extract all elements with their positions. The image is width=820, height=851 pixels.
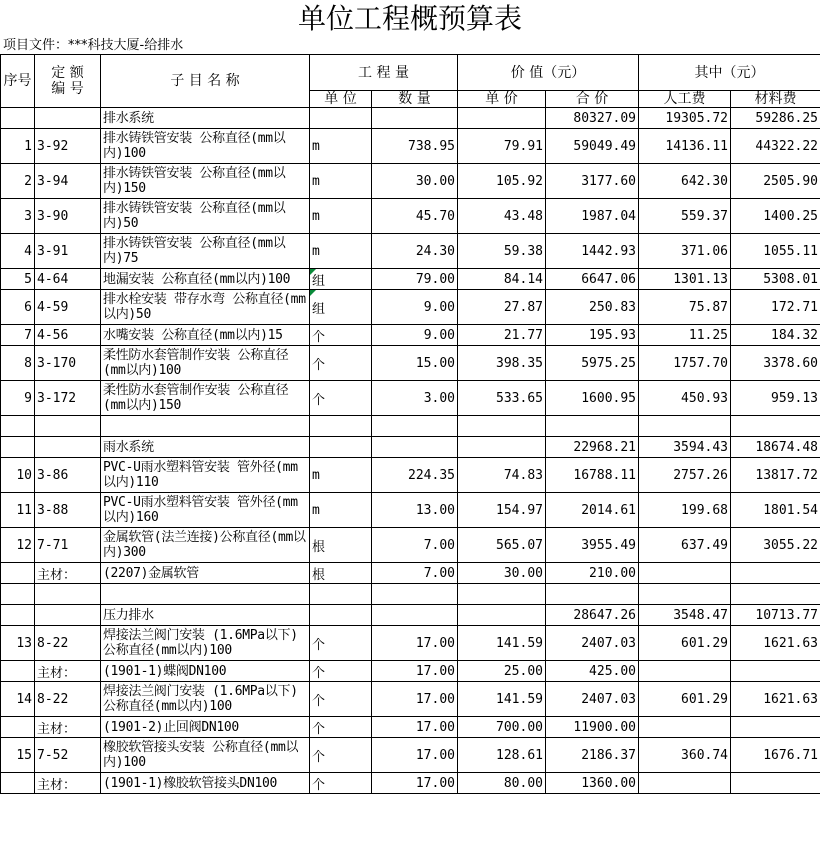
table-row — [1, 493, 820, 528]
name-cell: 排水系统 — [101, 108, 310, 129]
name-cell — [101, 584, 310, 605]
qty-cell: 17.00 — [372, 626, 458, 661]
seq-cell: 14 — [1, 682, 35, 717]
code-cell: 主材： — [35, 661, 101, 682]
material-cell: 1801.54 — [731, 493, 820, 528]
material-cell — [731, 563, 820, 584]
section-row — [1, 437, 820, 458]
labor-cell — [639, 717, 731, 738]
unit-cell: 根 — [310, 563, 372, 584]
unit-price-cell: 43.48 — [458, 199, 546, 234]
table-row — [1, 717, 820, 738]
material-cell — [731, 584, 820, 605]
qty-cell: 17.00 — [372, 738, 458, 773]
header-unit: 单 位 — [310, 91, 372, 108]
unit-price-cell: 84.14 — [458, 269, 546, 290]
name-cell: PVC-U雨水塑料管安装 管外径(mm以内)160 — [101, 493, 310, 528]
total-cell: 59049.49 — [546, 129, 639, 164]
code-cell: 3-90 — [35, 199, 101, 234]
material-cell — [731, 416, 820, 437]
unit-cell: 根 — [310, 528, 372, 563]
code-cell: 3-92 — [35, 129, 101, 164]
qty-cell: 7.00 — [372, 528, 458, 563]
header-seq: 序号 — [1, 55, 35, 108]
name-cell: 排水铸铁管安装 公称直径(mm以内)50 — [101, 199, 310, 234]
code-cell: 3-88 — [35, 493, 101, 528]
labor-cell: 3594.43 — [639, 437, 731, 458]
unit-cell: 个 — [310, 682, 372, 717]
material-cell: 959.13 — [731, 381, 820, 416]
qty-cell: 224.35 — [372, 458, 458, 493]
unit-price-cell: 128.61 — [458, 738, 546, 773]
seq-cell: 7 — [1, 325, 35, 346]
blank-row — [1, 416, 820, 437]
table-row — [1, 164, 820, 199]
name-cell: PVC-U雨水塑料管安装 管外径(mm以内)110 — [101, 458, 310, 493]
qty-cell: 45.70 — [372, 199, 458, 234]
code-cell: 3-170 — [35, 346, 101, 381]
total-cell: 1600.95 — [546, 381, 639, 416]
table-row — [1, 290, 820, 325]
name-cell — [101, 416, 310, 437]
seq-cell: 12 — [1, 528, 35, 563]
total-cell: 425.00 — [546, 661, 639, 682]
material-cell: 1055.11 — [731, 234, 820, 269]
unit-price-cell: 25.00 — [458, 661, 546, 682]
code-cell: 4-64 — [35, 269, 101, 290]
code-cell: 3-91 — [35, 234, 101, 269]
name-cell: 雨水系统 — [101, 437, 310, 458]
material-cell: 13817.72 — [731, 458, 820, 493]
table-row — [1, 626, 820, 661]
page-title: 单位工程概预算表 — [297, 2, 522, 35]
unit-price-cell — [458, 605, 546, 626]
material-cell — [731, 661, 820, 682]
unit-price-cell: 565.07 — [458, 528, 546, 563]
name-cell: (1901-1)橡胶软管接头DN100 — [101, 773, 310, 794]
total-cell: 3955.49 — [546, 528, 639, 563]
code-cell: 7-71 — [35, 528, 101, 563]
material-cell: 1676.71 — [731, 738, 820, 773]
unit-price-cell: 59.38 — [458, 234, 546, 269]
qty-cell: 3.00 — [372, 381, 458, 416]
labor-cell: 1301.13 — [639, 269, 731, 290]
code-cell — [35, 108, 101, 129]
total-cell: 1987.04 — [546, 199, 639, 234]
seq-cell: 13 — [1, 626, 35, 661]
header-total: 合 价 — [546, 91, 639, 108]
material-cell: 1400.25 — [731, 199, 820, 234]
seq-cell — [1, 416, 35, 437]
name-cell: 柔性防水套管制作安装 公称直径(mm以内)100 — [101, 346, 310, 381]
labor-cell: 360.74 — [639, 738, 731, 773]
unit-cell — [310, 416, 372, 437]
code-cell: 3-94 — [35, 164, 101, 199]
qty-cell — [372, 605, 458, 626]
labor-cell: 601.29 — [639, 682, 731, 717]
total-cell: 11900.00 — [546, 717, 639, 738]
unit-cell: 个 — [310, 738, 372, 773]
code-cell: 7-52 — [35, 738, 101, 773]
qty-cell: 15.00 — [372, 346, 458, 381]
total-cell: 2407.03 — [546, 626, 639, 661]
seq-cell: 11 — [1, 493, 35, 528]
seq-cell: 3 — [1, 199, 35, 234]
unit-price-cell: 80.00 — [458, 773, 546, 794]
table-row — [1, 234, 820, 269]
unit-cell: 个 — [310, 346, 372, 381]
seq-cell: 9 — [1, 381, 35, 416]
header-qty: 数 量 — [372, 91, 458, 108]
header-code: 定 额 编 号 — [35, 55, 101, 108]
header-value-group: 价 值（元） — [458, 55, 639, 91]
seq-cell — [1, 717, 35, 738]
labor-cell: 14136.11 — [639, 129, 731, 164]
labor-cell — [639, 416, 731, 437]
seq-cell: 6 — [1, 290, 35, 325]
unit-price-cell: 21.77 — [458, 325, 546, 346]
qty-cell: 30.00 — [372, 164, 458, 199]
unit-cell: m — [310, 234, 372, 269]
material-cell: 3055.22 — [731, 528, 820, 563]
labor-cell — [639, 584, 731, 605]
unit-cell: m — [310, 129, 372, 164]
code-cell: 主材： — [35, 563, 101, 584]
unit-price-cell — [458, 108, 546, 129]
qty-cell — [372, 584, 458, 605]
header-labor: 人工费 — [639, 91, 731, 108]
code-cell: 3-172 — [35, 381, 101, 416]
name-cell: 橡胶软管接头安装 公称直径(mm以内)100 — [101, 738, 310, 773]
total-cell: 210.00 — [546, 563, 639, 584]
total-cell: 3177.60 — [546, 164, 639, 199]
unit-price-cell: 30.00 — [458, 563, 546, 584]
unit-price-cell: 398.35 — [458, 346, 546, 381]
code-cell: 主材： — [35, 773, 101, 794]
labor-cell — [639, 661, 731, 682]
material-cell — [731, 717, 820, 738]
qty-cell: 79.00 — [372, 269, 458, 290]
header-among-group: 其中（元） — [639, 55, 820, 91]
name-cell: 金属软管(法兰连接)公称直径(mm以内)300 — [101, 528, 310, 563]
name-cell: 排水铸铁管安装 公称直径(mm以内)150 — [101, 164, 310, 199]
code-cell — [35, 416, 101, 437]
total-cell: 22968.21 — [546, 437, 639, 458]
name-cell: 水嘴安装 公称直径(mm以内)15 — [101, 325, 310, 346]
name-cell: 柔性防水套管制作安装 公称直径(mm以内)150 — [101, 381, 310, 416]
table-row — [1, 325, 820, 346]
name-cell: 焊接法兰阀门安装 (1.6MPa以下) 公称直径(mm以内)100 — [101, 682, 310, 717]
seq-cell: 2 — [1, 164, 35, 199]
table-row — [1, 381, 820, 416]
seq-cell: 15 — [1, 738, 35, 773]
unit-cell: 个 — [310, 626, 372, 661]
code-cell — [35, 584, 101, 605]
unit-price-cell: 141.59 — [458, 626, 546, 661]
unit-price-cell: 27.87 — [458, 290, 546, 325]
unit-cell — [310, 605, 372, 626]
code-cell: 4-56 — [35, 325, 101, 346]
unit-price-cell — [458, 416, 546, 437]
labor-cell: 75.87 — [639, 290, 731, 325]
labor-cell: 450.93 — [639, 381, 731, 416]
seq-cell: 4 — [1, 234, 35, 269]
table-row — [1, 129, 820, 164]
material-cell: 2505.90 — [731, 164, 820, 199]
unit-price-cell: 74.83 — [458, 458, 546, 493]
total-cell: 250.83 — [546, 290, 639, 325]
table-row — [1, 199, 820, 234]
total-cell: 6647.06 — [546, 269, 639, 290]
labor-cell: 371.06 — [639, 234, 731, 269]
total-cell: 5975.25 — [546, 346, 639, 381]
unit-cell: 组 — [310, 269, 372, 290]
total-cell: 1360.00 — [546, 773, 639, 794]
unit-price-cell: 154.97 — [458, 493, 546, 528]
labor-cell: 1757.70 — [639, 346, 731, 381]
labor-cell: 3548.47 — [639, 605, 731, 626]
table-row — [1, 346, 820, 381]
header-unit-price: 单 价 — [458, 91, 546, 108]
table-row — [1, 661, 820, 682]
labor-cell: 19305.72 — [639, 108, 731, 129]
material-cell: 3378.60 — [731, 346, 820, 381]
material-cell — [731, 773, 820, 794]
unit-price-cell: 141.59 — [458, 682, 546, 717]
name-cell: 排水栓安装 带存水弯 公称直径(mm以内)50 — [101, 290, 310, 325]
seq-cell — [1, 605, 35, 626]
unit-price-cell: 79.91 — [458, 129, 546, 164]
seq-cell — [1, 773, 35, 794]
unit-cell: m — [310, 199, 372, 234]
code-cell — [35, 437, 101, 458]
seq-cell: 5 — [1, 269, 35, 290]
labor-cell: 559.37 — [639, 199, 731, 234]
name-cell: 地漏安装 公称直径(mm以内)100 — [101, 269, 310, 290]
section-row — [1, 605, 820, 626]
unit-cell — [310, 584, 372, 605]
total-cell: 195.93 — [546, 325, 639, 346]
code-cell: 3-86 — [35, 458, 101, 493]
material-cell: 172.71 — [731, 290, 820, 325]
qty-cell: 24.30 — [372, 234, 458, 269]
qty-cell: 9.00 — [372, 290, 458, 325]
unit-cell: 个 — [310, 717, 372, 738]
material-cell: 5308.01 — [731, 269, 820, 290]
qty-cell: 17.00 — [372, 661, 458, 682]
name-cell: 排水铸铁管安装 公称直径(mm以内)100 — [101, 129, 310, 164]
table-row — [1, 269, 820, 290]
unit-cell: 个 — [310, 325, 372, 346]
labor-cell — [639, 563, 731, 584]
seq-cell — [1, 437, 35, 458]
unit-cell: m — [310, 493, 372, 528]
total-cell: 80327.09 — [546, 108, 639, 129]
material-cell: 10713.77 — [731, 605, 820, 626]
section-row — [1, 108, 820, 129]
labor-cell: 199.68 — [639, 493, 731, 528]
unit-price-cell — [458, 437, 546, 458]
unit-cell: 个 — [310, 773, 372, 794]
header-name: 子 目 名 称 — [101, 55, 310, 108]
labor-cell: 637.49 — [639, 528, 731, 563]
code-cell — [35, 605, 101, 626]
unit-cell: 组 — [310, 290, 372, 325]
unit-cell: m — [310, 164, 372, 199]
qty-cell: 17.00 — [372, 717, 458, 738]
total-cell: 1442.93 — [546, 234, 639, 269]
total-cell: 16788.11 — [546, 458, 639, 493]
name-cell: 压力排水 — [101, 605, 310, 626]
seq-cell: 10 — [1, 458, 35, 493]
material-cell: 44322.22 — [731, 129, 820, 164]
qty-cell: 9.00 — [372, 325, 458, 346]
table-row — [1, 528, 820, 563]
seq-cell: 8 — [1, 346, 35, 381]
material-cell: 59286.25 — [731, 108, 820, 129]
table-row — [1, 458, 820, 493]
seq-cell — [1, 108, 35, 129]
name-cell: 焊接法兰阀门安装 (1.6MPa以下) 公称直径(mm以内)100 — [101, 626, 310, 661]
seq-cell — [1, 563, 35, 584]
code-cell: 主材： — [35, 717, 101, 738]
header-material: 材料费 — [731, 91, 820, 108]
seq-cell: 1 — [1, 129, 35, 164]
qty-cell: 738.95 — [372, 129, 458, 164]
unit-cell — [310, 437, 372, 458]
table-row — [1, 682, 820, 717]
code-cell: 8-22 — [35, 626, 101, 661]
unit-cell — [310, 108, 372, 129]
name-cell: (2207)金属软管 — [101, 563, 310, 584]
table-row — [1, 738, 820, 773]
labor-cell — [639, 773, 731, 794]
total-cell: 2014.61 — [546, 493, 639, 528]
total-cell: 2186.37 — [546, 738, 639, 773]
labor-cell: 601.29 — [639, 626, 731, 661]
material-cell: 1621.63 — [731, 626, 820, 661]
total-cell: 2407.03 — [546, 682, 639, 717]
qty-cell — [372, 416, 458, 437]
estimate-table — [0, 54, 820, 794]
unit-cell: 个 — [310, 381, 372, 416]
blank-row — [1, 584, 820, 605]
labor-cell: 11.25 — [639, 325, 731, 346]
material-cell: 18674.48 — [731, 437, 820, 458]
qty-cell — [372, 437, 458, 458]
total-cell — [546, 416, 639, 437]
code-cell: 8-22 — [35, 682, 101, 717]
seq-cell — [1, 584, 35, 605]
unit-cell: m — [310, 458, 372, 493]
unit-price-cell — [458, 584, 546, 605]
unit-price-cell: 533.65 — [458, 381, 546, 416]
name-cell: (1901-2)止回阀DN100 — [101, 717, 310, 738]
qty-cell: 7.00 — [372, 563, 458, 584]
unit-cell: 个 — [310, 661, 372, 682]
name-cell: (1901-1)蝶阀DN100 — [101, 661, 310, 682]
qty-cell: 13.00 — [372, 493, 458, 528]
name-cell: 排水铸铁管安装 公称直径(mm以内)75 — [101, 234, 310, 269]
unit-price-cell: 105.92 — [458, 164, 546, 199]
total-cell — [546, 584, 639, 605]
labor-cell: 2757.26 — [639, 458, 731, 493]
qty-cell — [372, 108, 458, 129]
material-cell: 1621.63 — [731, 682, 820, 717]
qty-cell: 17.00 — [372, 773, 458, 794]
project-file-label: 项目文件：***科技大厦-给排水 — [3, 38, 184, 53]
labor-cell: 642.30 — [639, 164, 731, 199]
table-row — [1, 563, 820, 584]
material-cell: 184.32 — [731, 325, 820, 346]
qty-cell: 17.00 — [372, 682, 458, 717]
table-row — [1, 773, 820, 794]
seq-cell — [1, 661, 35, 682]
total-cell: 28647.26 — [546, 605, 639, 626]
code-cell: 4-59 — [35, 290, 101, 325]
unit-price-cell: 700.00 — [458, 717, 546, 738]
header-quantity-group: 工 程 量 — [310, 55, 458, 91]
